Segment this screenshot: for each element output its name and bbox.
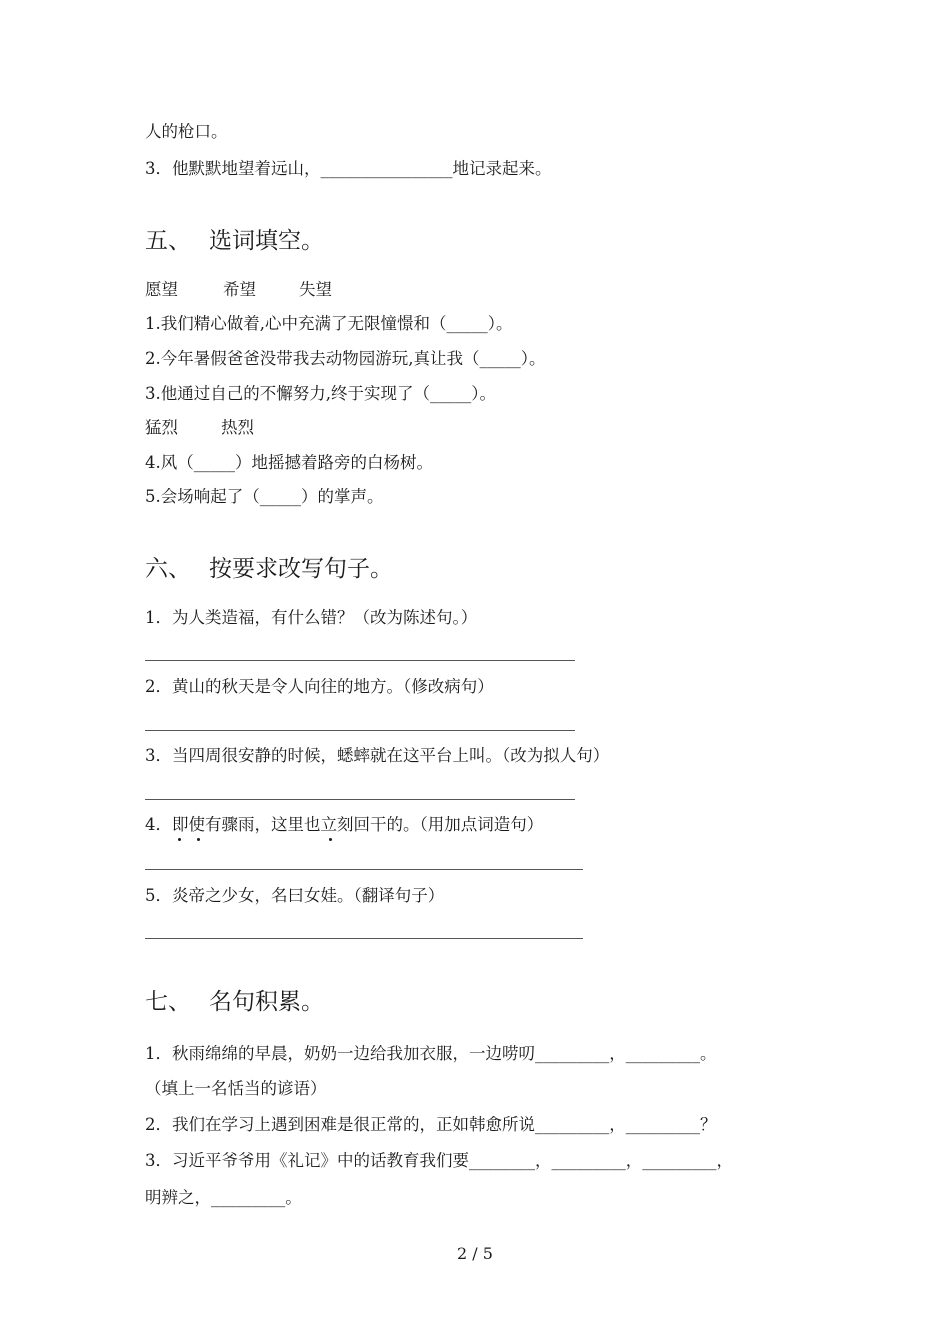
- section7-title: 名句积累。: [209, 989, 324, 1015]
- section7-question-3-cont: 明辨之，_________。: [145, 1188, 302, 1207]
- section5-question-1: 1.我们精心做着,心中充满了无限憧憬和（_____）。: [145, 314, 513, 333]
- answer-line[interactable]: [145, 730, 575, 731]
- answer-line[interactable]: [145, 660, 575, 661]
- section6-number: 六、: [145, 556, 191, 582]
- answer-line[interactable]: [145, 869, 583, 870]
- section5-question-4: 4.风（_____）地摇撼着路旁的白杨树。: [145, 453, 433, 472]
- section6-question-3: 3．当四周很安静的时候，蟋蟀就在这平台上叫。（改为拟人句）: [145, 746, 610, 765]
- emphasis-dot: [329, 838, 332, 841]
- emphasis-dot: [197, 838, 200, 841]
- word-choice: 猛烈: [145, 418, 178, 437]
- section5-heading: [145, 226, 324, 256]
- section5-title: 选词填空。: [209, 228, 324, 254]
- word-choice: 希望: [223, 280, 256, 299]
- word-group-1: [145, 279, 332, 301]
- section7-number: 七、: [145, 989, 191, 1015]
- section6-title: 按要求改写句子。: [209, 556, 393, 582]
- section5-question-2: 2.今年暑假爸爸没带我去动物园游玩,真让我（_____）。: [145, 349, 546, 368]
- section4-question-3: 3．他默默地望着远山，________________地记录起来。: [145, 159, 552, 178]
- word-choice: 愿望: [145, 280, 178, 299]
- section7-question-1: 1．秋雨绵绵的早晨，奶奶一边给我加衣服，一边唠叨_________，_________。: [145, 1044, 717, 1063]
- section7-heading: [145, 987, 324, 1017]
- section6-question-5: 5．炎帝之少女，名曰女娃。（翻译句子）: [145, 886, 445, 905]
- word-choice: 失望: [299, 280, 332, 299]
- section5-number: 五、: [145, 228, 191, 254]
- word-choice: 热烈: [221, 418, 254, 437]
- answer-line[interactable]: [145, 938, 583, 939]
- section7-question-2: 2．我们在学习上遇到困难是很正常的，正如韩愈所说_________，_________？: [145, 1115, 717, 1134]
- section5-question-3: 3.他通过自己的不懈努力,终于实现了（_____）。: [145, 384, 496, 403]
- section6-question-2: 2．黄山的秋天是令人向往的地方。（修改病句）: [145, 677, 494, 696]
- word-group-2: [145, 417, 254, 439]
- section6-heading: [145, 554, 393, 584]
- page-number: 2 / 5: [457, 1244, 493, 1263]
- section7-question-1-note: （填上一名恬当的谚语）: [145, 1079, 327, 1098]
- section6-question-1: 1．为人类造福，有什么错？（改为陈述句。）: [145, 608, 478, 627]
- section7-question-3: 3．习近平爷爷用《礼记》中的话教育我们要________，_________，_________，: [145, 1151, 733, 1170]
- answer-line[interactable]: [145, 799, 575, 800]
- emphasis-dot: [178, 838, 181, 841]
- section4-continuation: 人的枪口。: [145, 122, 228, 141]
- section6-question-4: 4．即使有骤雨，这里也立刻回干的。（用加点词造句）: [145, 815, 544, 834]
- section5-question-5: 5.会场响起了（_____）的掌声。: [145, 487, 384, 506]
